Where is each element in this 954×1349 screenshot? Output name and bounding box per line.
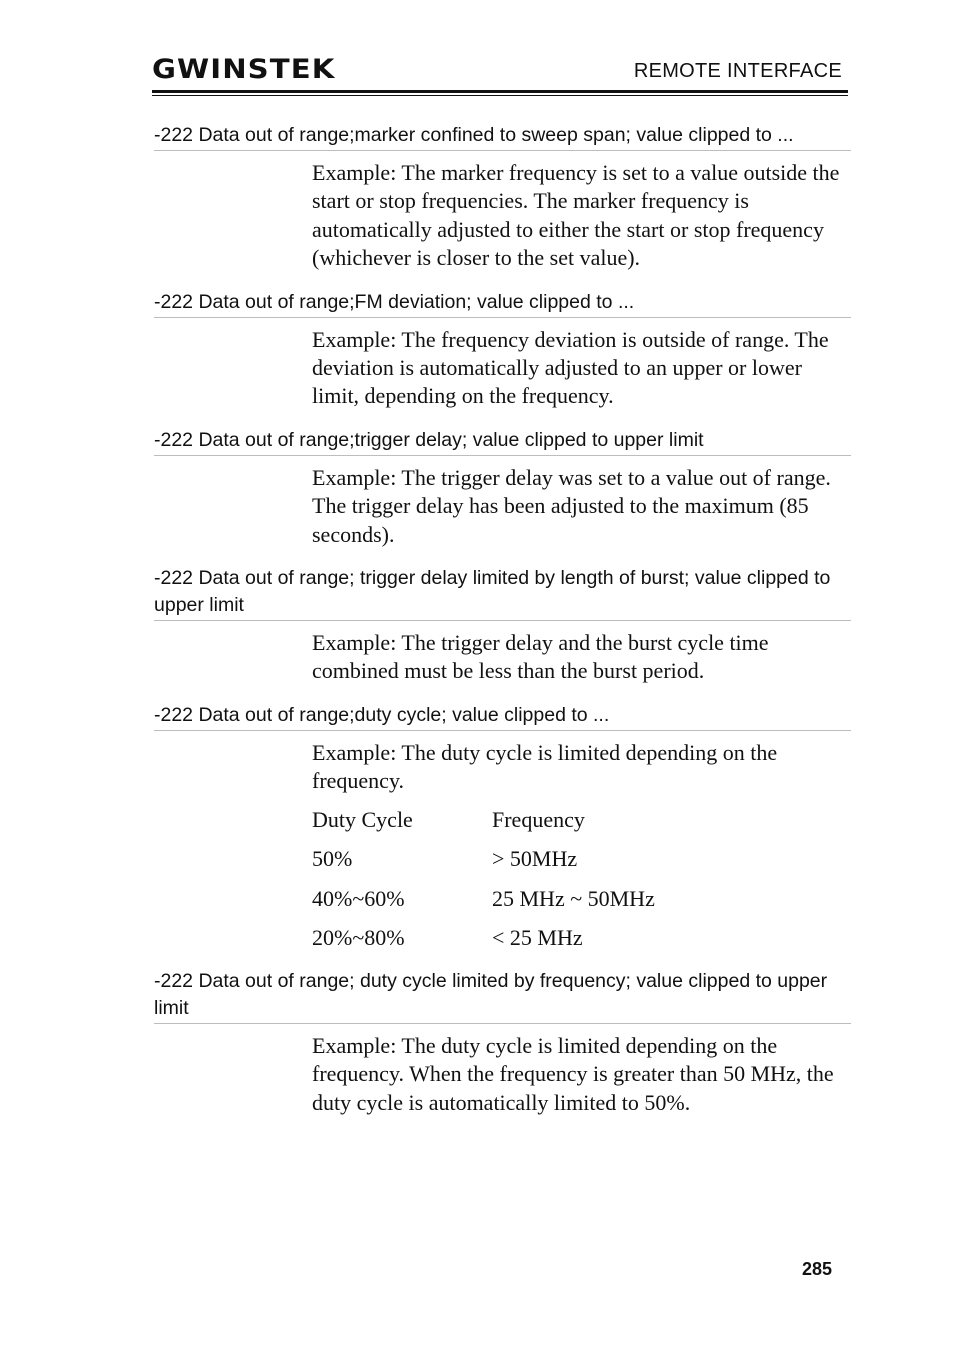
error-title: -222 Data out of range;duty cycle; value clipped to ... (154, 702, 851, 731)
table-row (312, 845, 851, 885)
table-row (312, 924, 851, 964)
error-description: Example: The trigger delay and the burst cycle time combined must be less than the burst period. (312, 630, 769, 684)
section-title: REMOTE INTERFACE (633, 60, 842, 82)
header-rule-thick (152, 90, 848, 93)
header-rule-thin (152, 95, 848, 96)
error-list (154, 122, 851, 1133)
duty-cycle-cell: 40%~60% (312, 885, 405, 911)
error-entry (154, 122, 851, 273)
error-title: -222 Data out of range;marker confined to sweep span; value clipped to ... (154, 122, 851, 151)
error-entry (154, 702, 851, 964)
error-entry (154, 968, 851, 1117)
page-header (152, 52, 848, 98)
duty-cycle-cell: 20%~80% (312, 925, 405, 951)
duty-cycle-table (312, 806, 851, 964)
table-row (312, 885, 851, 925)
page-number: 285 (802, 1259, 833, 1279)
duty-cycle-cell: 50% (312, 846, 353, 872)
error-title: -222 Data out of range;FM deviation; value clipped to ... (154, 289, 851, 318)
column-header-duty-cycle: Duty Cycle (312, 806, 413, 832)
error-entry (154, 289, 851, 411)
table-header-row (312, 806, 851, 846)
gwinstek-logo: GWINSTEK (152, 54, 336, 85)
error-entry (154, 565, 851, 686)
error-entry-body (312, 739, 851, 964)
column-header-frequency: Frequency (492, 806, 585, 832)
frequency-cell: < 25 MHz (492, 925, 583, 951)
frequency-cell: 25 MHz ~ 50MHz (492, 885, 655, 911)
error-title: -222 Data out of range; duty cycle limited by frequency; value clipped to upper limit (154, 968, 851, 1024)
error-description: Example: The duty cycle is limited depending on the frequency. (312, 739, 778, 794)
error-title: -222 Data out of range;trigger delay; value clipped to upper limit (154, 427, 851, 456)
error-description: Example: The trigger delay was set to a value out of range. The trigger delay has been adjusted to the maximum (85 seconds). (312, 464, 831, 547)
error-description: Example: The marker frequency is set to a value outside the start or stop frequencies. The marker frequency is automatically adjusted to either the start or stop frequency (whichever is closer to the set value). (312, 160, 840, 271)
frequency-cell: > 50MHz (492, 846, 578, 872)
error-entry (154, 427, 851, 549)
error-description: Example: The frequency deviation is outside of range. The deviation is automatically adjusted to an upper or lower limit, depending on the frequency. (312, 326, 829, 409)
error-description: Example: The duty cycle is limited depending on the frequency. When the frequency is greater than 50 MHz, the duty cycle is automatically limited to 50%. (312, 1032, 834, 1115)
error-title: -222 Data out of range; trigger delay limited by length of burst; value clipped to upper limit (154, 565, 851, 621)
